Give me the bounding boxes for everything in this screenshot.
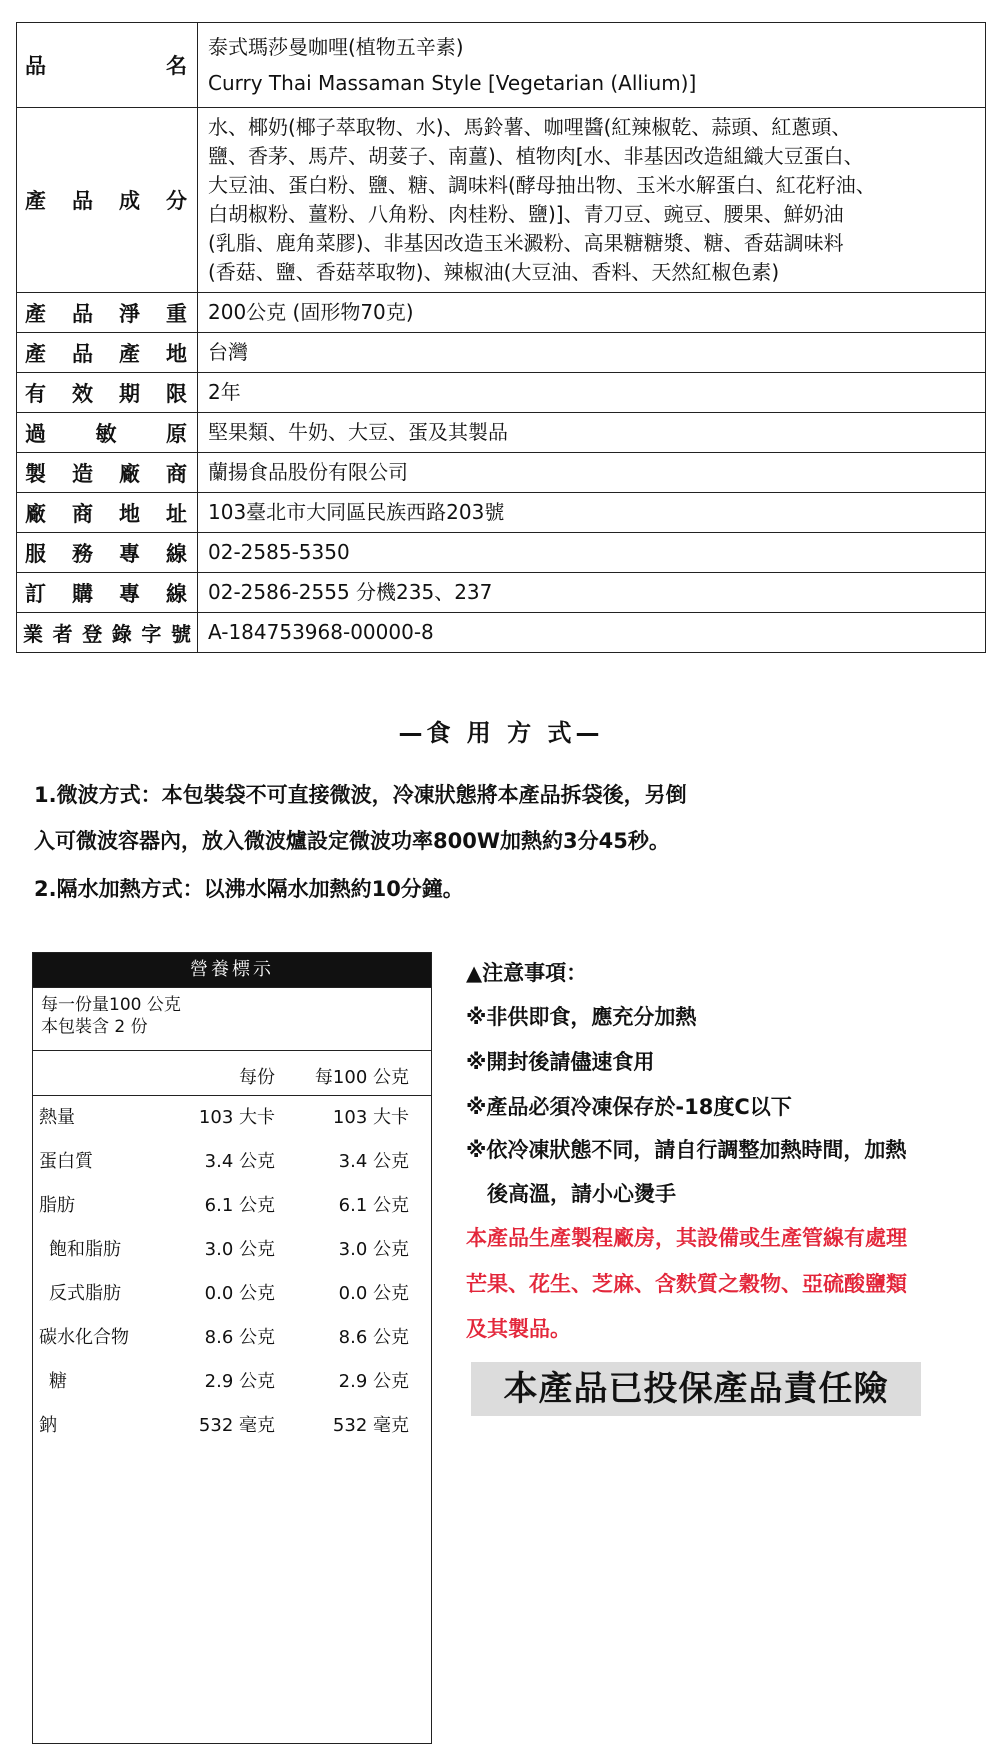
nutrient-per-serving: 6.1 公克: [204, 1195, 275, 1216]
info-value-line: A-184753968-00000-8: [208, 620, 434, 644]
info-value: [198, 493, 986, 533]
info-value-line: 堅果類、牛奶、大豆、蛋及其製品: [208, 420, 508, 444]
usage-title: —食 用 方 式—: [398, 719, 604, 747]
col-per-100g: 每100 公克: [314, 1067, 409, 1088]
note-item: ※開封後請儘速食用: [466, 1050, 655, 1074]
info-label: 服務專線: [17, 533, 198, 573]
nutrient-per-serving: 532 毫克: [198, 1415, 275, 1436]
servings-per-pack: 本包裝含 2 份: [41, 1017, 148, 1037]
allergen-warning-line: 及其製品。: [466, 1317, 571, 1341]
info-row: [17, 413, 986, 453]
info-row: [17, 573, 986, 613]
allergen-warning-line: 芒果、花生、芝麻、含麩質之穀物、亞硫酸鹽類: [466, 1272, 907, 1296]
info-label: 業者登錄字號: [17, 613, 198, 653]
info-value-line: 鹽、香茅、馬芹、胡荽子、南薑)、植物肉[水、非基因改造組織大豆蛋白、: [208, 144, 864, 168]
info-row: [17, 613, 986, 653]
usage-line: 2.隔水加熱方式：以沸水隔水加熱約10分鐘。: [34, 877, 464, 901]
info-row: [17, 453, 986, 493]
nutrient-name: 碳水化合物: [39, 1327, 129, 1348]
info-label: 製造廠商: [17, 453, 198, 493]
nutrient-name: 反式脂肪: [49, 1283, 121, 1304]
info-value: [198, 453, 986, 493]
nutrient-per-100g: 3.0 公克: [338, 1239, 409, 1260]
info-value: [198, 293, 986, 333]
nutrition-facts-panel: [32, 952, 432, 1744]
info-label: 廠商地址: [17, 493, 198, 533]
nutrient-name: 鈉: [39, 1415, 57, 1436]
info-value-line: 02-2585-5350: [208, 540, 350, 564]
nutrition-title: 營養標示: [33, 953, 431, 987]
info-value-line: (乳脂、鹿角菜膠)、非基因改造玉米澱粉、高果糖糖漿、糖、香菇調味料: [208, 231, 844, 255]
info-label: 產品淨重: [17, 293, 198, 333]
info-value: [198, 23, 986, 108]
info-value: [198, 108, 986, 293]
note-item: 後高溫，請小心燙手: [466, 1182, 676, 1206]
info-value: [198, 413, 986, 453]
nutrition-row: [33, 1323, 431, 1353]
product-info-table: [16, 22, 986, 653]
col-per-serving: 每份: [239, 1067, 275, 1088]
info-label: 過敏原: [17, 413, 198, 453]
notes-heading: ▲注意事項：: [466, 961, 588, 985]
info-value-line: 台灣: [208, 340, 248, 364]
nutrition-column-header: [33, 1051, 431, 1096]
nutrient-name: 飽和脂肪: [49, 1239, 121, 1260]
info-value-line: (香菇、鹽、香菇萃取物)、辣椒油(大豆油、香料、天然紅椒色素): [208, 260, 780, 284]
nutrition-row: [33, 1103, 431, 1133]
nutrient-per-serving: 2.9 公克: [204, 1371, 275, 1392]
info-value-line: Curry Thai Massaman Style [Vegetarian (Allium)]: [208, 71, 697, 95]
nutrition-row: [33, 1411, 431, 1441]
info-value-line: 200公克 (固形物70克): [208, 300, 414, 324]
nutrient-per-100g: 532 毫克: [332, 1415, 409, 1436]
nutrient-name: 糖: [49, 1371, 67, 1392]
note-item: ※產品必須冷凍保存於-18度C以下: [466, 1095, 792, 1119]
nutrition-row: [33, 1235, 431, 1265]
serving-info: [33, 987, 431, 1051]
info-value-line: 103臺北市大同區民族西路203號: [208, 500, 505, 524]
info-value-line: 泰式瑪莎曼咖哩(植物五辛素): [208, 35, 464, 59]
note-item: ※非供即食，應充分加熱: [466, 1005, 697, 1029]
info-value-line: 水、椰奶(椰子萃取物、水)、馬鈴薯、咖哩醬(紅辣椒乾、蒜頭、紅蔥頭、: [208, 115, 852, 139]
nutrient-per-serving: 8.6 公克: [204, 1327, 275, 1348]
info-value: [198, 533, 986, 573]
nutrient-per-100g: 8.6 公克: [338, 1327, 409, 1348]
nutrition-row: [33, 1147, 431, 1177]
info-value-line: 2年: [208, 380, 241, 404]
info-row: [17, 293, 986, 333]
info-row: [17, 533, 986, 573]
info-value-line: 大豆油、蛋白粉、鹽、糖、調味料(酵母抽出物、玉米水解蛋白、紅花籽油、: [208, 173, 876, 197]
nutrient-name: 蛋白質: [39, 1151, 93, 1172]
note-item: ※依冷凍狀態不同，請自行調整加熱時間，加熱: [466, 1138, 907, 1162]
usage-line: 1.微波方式：本包裝袋不可直接微波，冷凍狀態將本產品拆袋後，另倒: [34, 783, 687, 807]
info-label: 訂購專線: [17, 573, 198, 613]
nutrition-row: [33, 1367, 431, 1397]
info-label: 有效期限: [17, 373, 198, 413]
info-value: [198, 373, 986, 413]
info-value: [198, 333, 986, 373]
info-label: 產品成分: [17, 108, 198, 293]
info-value-line: 白胡椒粉、薑粉、八角粉、肉桂粉、鹽)]、青刀豆、豌豆、腰果、鮮奶油: [208, 202, 844, 226]
info-row: [17, 373, 986, 413]
nutrient-per-100g: 0.0 公克: [338, 1283, 409, 1304]
nutrition-row: [33, 1191, 431, 1221]
nutrient-per-100g: 103 大卡: [332, 1107, 409, 1128]
info-row: [17, 493, 986, 533]
nutrient-per-100g: 3.4 公克: [338, 1151, 409, 1172]
info-label: 產品產地: [17, 333, 198, 373]
info-row: [17, 333, 986, 373]
nutrient-per-100g: 2.9 公克: [338, 1371, 409, 1392]
nutrient-per-serving: 103 大卡: [198, 1107, 275, 1128]
info-row: [17, 108, 986, 293]
nutrient-per-serving: 3.0 公克: [204, 1239, 275, 1260]
allergen-warning-line: 本產品生產製程廠房，其設備或生產管線有處理: [466, 1226, 907, 1250]
info-value-line: 蘭揚食品股份有限公司: [208, 460, 408, 484]
serving-size: 每一份量100 公克: [41, 995, 181, 1015]
nutrition-row: [33, 1279, 431, 1309]
info-row: [17, 23, 986, 108]
info-value: [198, 573, 986, 613]
nutrient-per-100g: 6.1 公克: [338, 1195, 409, 1216]
usage-line: 入可微波容器內，放入微波爐設定微波功率800W加熱約3分45秒。: [34, 829, 670, 853]
nutrient-name: 熱量: [39, 1107, 75, 1128]
nutrient-name: 脂肪: [39, 1195, 75, 1216]
nutrient-per-serving: 3.4 公克: [204, 1151, 275, 1172]
info-label: 品 名: [17, 23, 198, 108]
nutrient-per-serving: 0.0 公克: [204, 1283, 275, 1304]
insurance-banner: 本產品已投保產品責任險: [471, 1362, 921, 1416]
info-value: [198, 613, 986, 653]
info-value-line: 02-2586-2555 分機235、237: [208, 580, 493, 604]
